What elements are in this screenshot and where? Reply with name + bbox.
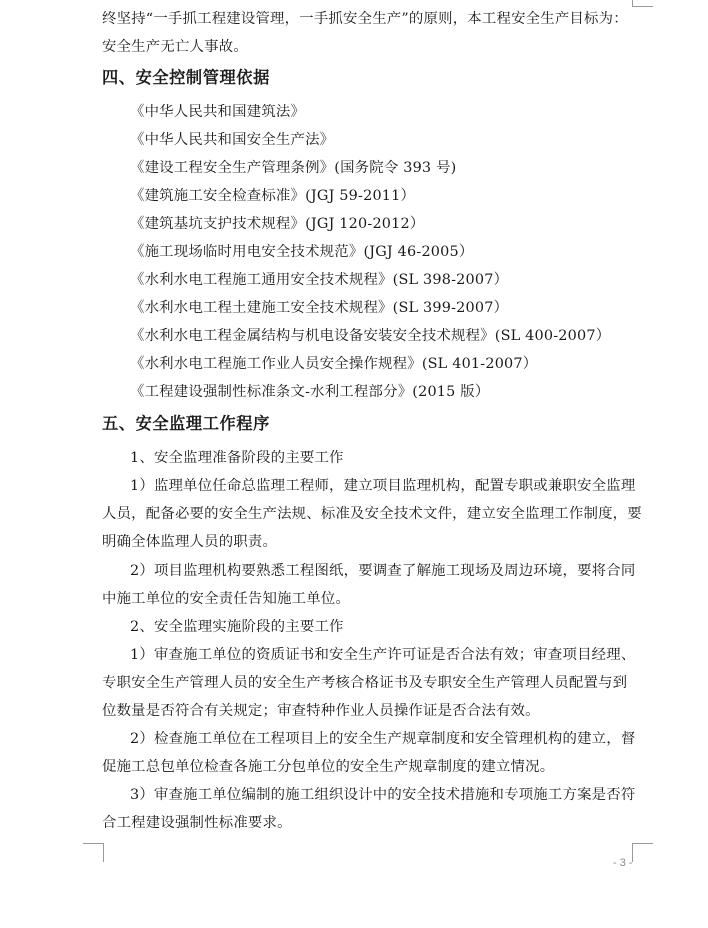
regulation-item: 《建筑施工安全检查标准》(JGJ 59-2011）: [130, 188, 416, 204]
paragraph-line: 合工程建设强制性标准要求。: [102, 815, 292, 831]
intro-line: 终坚持“一手抓工程建设管理，一手抓安全生产”的原则，本工程安全生产目标为：: [102, 11, 628, 27]
regulation-item: 《水利水电工程施工作业人员安全操作规程》(SL 401-2007）: [130, 356, 538, 372]
section-4-heading: 四、安全控制管理依据: [102, 68, 270, 87]
subsection-heading: 1、安全监理准备阶段的主要工作: [130, 450, 344, 466]
regulation-item: 《建设工程安全生产管理条例》(国务院令 393 号): [130, 160, 457, 176]
paragraph-line: 人员，配备必要的安全生产法规、标准及安全技术文件，建立安全监理工作制度，要: [102, 506, 642, 522]
paragraph-line: 2）检查施工单位在工程项目上的安全生产规章制度和安全管理机构的建立，督: [130, 731, 636, 747]
section-5-heading: 五、安全监理工作程序: [102, 414, 270, 433]
bottom-left-crop-mark: [83, 843, 104, 862]
regulation-item: 《水利水电工程土建施工安全技术规程》(SL 399-2007）: [130, 300, 509, 316]
subsection-heading: 2、安全监理实施阶段的主要工作: [130, 619, 344, 635]
paragraph-line: 促施工总包单位检查各施工分包单位的安全生产规章制度的建立情况。: [102, 759, 555, 775]
paragraph-line: 明确全体监理人员的职责。: [102, 534, 278, 550]
regulation-item: 《水利水电工程施工通用安全技术规程》(SL 398-2007）: [130, 272, 509, 288]
paragraph-line: 2）项目监理机构要熟悉工程图纸，要调查了解施工现场及周边环境，要将合同: [130, 563, 636, 579]
intro-line: 安全生产无亡人事故。: [102, 39, 248, 55]
top-right-crop-mark: [632, 0, 653, 7]
regulation-item: 《工程建设强制性标准条文-水利工程部分》(2015 版）: [130, 384, 490, 400]
regulation-item: 《施工现场临时用电安全技术规范》(JGJ 46-2005）: [130, 244, 474, 260]
regulation-item: 《中华人民共和国安全生产法》: [130, 132, 335, 148]
paragraph-line: 位数量是否符合有关规定；审查特种作业人员操作证是否合法有效。: [102, 703, 540, 719]
paragraph-line: 1）审查施工单位的资质证书和安全生产许可证是否合法有效；审查项目经理、: [130, 647, 636, 663]
paragraph-line: 中施工单位的安全责任告知施工单位。: [102, 591, 351, 607]
bottom-right-crop-mark: [632, 843, 653, 862]
paragraph-line: 3）审查施工单位编制的施工组织设计中的安全技术措施和专项施工方案是否符: [130, 787, 636, 803]
page-number: - 3 -: [613, 857, 633, 869]
regulation-item: 《水利水电工程金属结构与机电设备安装安全技术规程》(SL 400-2007）: [130, 328, 611, 344]
regulation-item: 《中华人民共和国建筑法》: [130, 104, 306, 120]
paragraph-line: 1）监理单位任命总监理工程师，建立项目监理机构，配置专职或兼职安全监理: [130, 478, 636, 494]
regulation-item: 《建筑基坑支护技术规程》(JGJ 120-2012）: [130, 216, 425, 232]
paragraph-line: 专职安全生产管理人员的安全生产考核合格证书及专职安全生产管理人员配置与到: [102, 675, 628, 691]
